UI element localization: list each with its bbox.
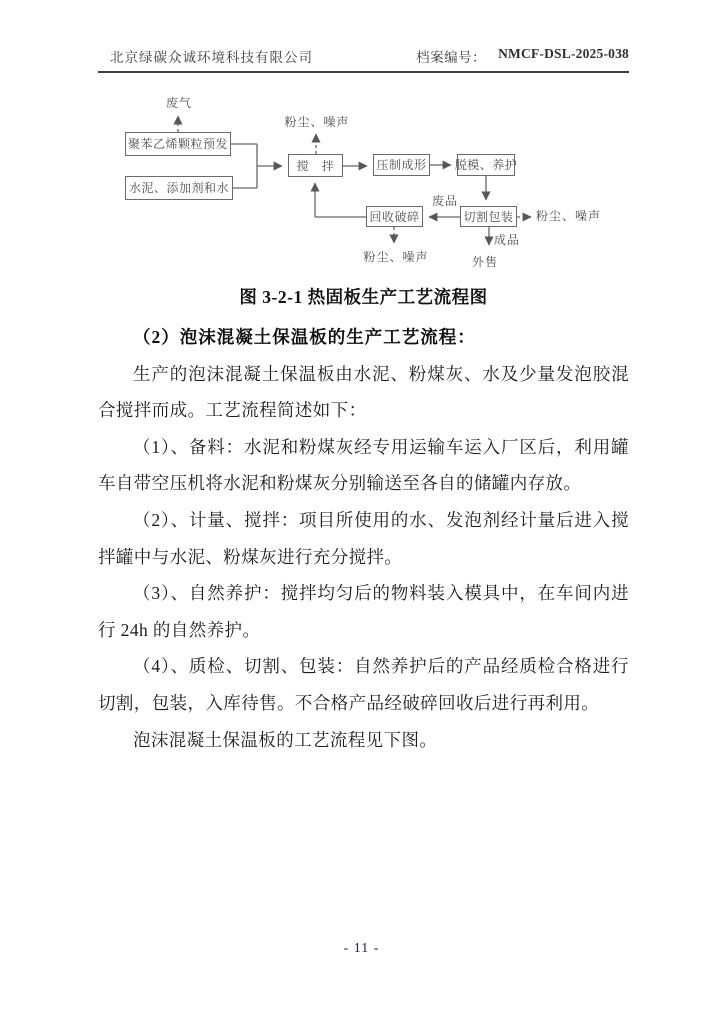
- company-name: 北京绿碳众诚环境科技有限公司: [110, 50, 313, 65]
- page-header: [98, 46, 629, 73]
- figure-caption: 图 3-2-1 热固板生产工艺流程图: [239, 287, 488, 307]
- flow-box-stir: 搅 拌: [288, 154, 343, 177]
- flow-box-recycle-crush: 回收破碎: [366, 206, 423, 227]
- paragraph-step1: （1）、备料：水泥和粉煤灰经专用运输车运入厂区后，利用罐车自带空压机将水泥和粉煤灰分别输送至各自的储罐内存放。: [98, 436, 629, 494]
- flow-box-cut-pack: 切割包装: [460, 206, 517, 227]
- body-text: [98, 319, 629, 758]
- flow-label-finished-product: 成品: [494, 233, 521, 247]
- flow-label-scrap: 废品: [432, 194, 459, 208]
- flow-label-dust-noise-recycle: 粉尘、噪声: [363, 250, 429, 264]
- section-heading: （2）泡沫混凝土保温板的生产工艺流程：: [133, 327, 476, 347]
- archive-number-group: [416, 46, 629, 66]
- flow-box-press-form: 压制成形: [373, 154, 430, 176]
- paragraph-see-figure: 泡沫混凝土保温板的工艺流程见下图。: [133, 729, 438, 750]
- paragraph-step3: （3）、自然养护：搅拌均匀后的物料装入模具中，在车间内进行 24h 的自然养护。: [98, 583, 629, 640]
- archive-number: NMCF-DSL-2025-038: [498, 46, 629, 61]
- paragraph-step4: （4）、质检、切割、包装：自然养护后的产品经质检合格进行切割，包装，入库待售。不合格产品经破碎回收后进行再利用。: [98, 656, 629, 713]
- flow-box-demold-cure: 脱模、养护: [457, 154, 515, 176]
- page-number: - 11 -: [343, 941, 380, 956]
- flow-label-external-sale: 外售: [472, 255, 499, 269]
- flow-label-waste-gas: 废气: [165, 96, 192, 110]
- paragraph-step2: （2）、计量、搅拌：项目所使用的水、发泡剂经计量后进入搅拌罐中与水泥、粉煤灰进行充分搅拌。: [98, 509, 629, 567]
- flow-box-pre-expand: 聚苯乙烯颗粒预发: [125, 132, 231, 156]
- flow-box-cement-additive-water: 水泥、添加剂和水: [125, 176, 233, 200]
- archive-label: 档案编号：: [416, 50, 487, 65]
- paragraph-intro: 生产的泡沫混凝土保温板由水泥、粉煤灰、水及少量发泡胶混合搅拌而成。工艺流程简述如下：: [98, 363, 629, 421]
- process-flow-diagram: [95, 88, 645, 288]
- flow-label-dust-noise-cut: 粉尘、噪声: [536, 209, 602, 223]
- flow-label-dust-noise-stir: 粉尘、噪声: [284, 115, 350, 129]
